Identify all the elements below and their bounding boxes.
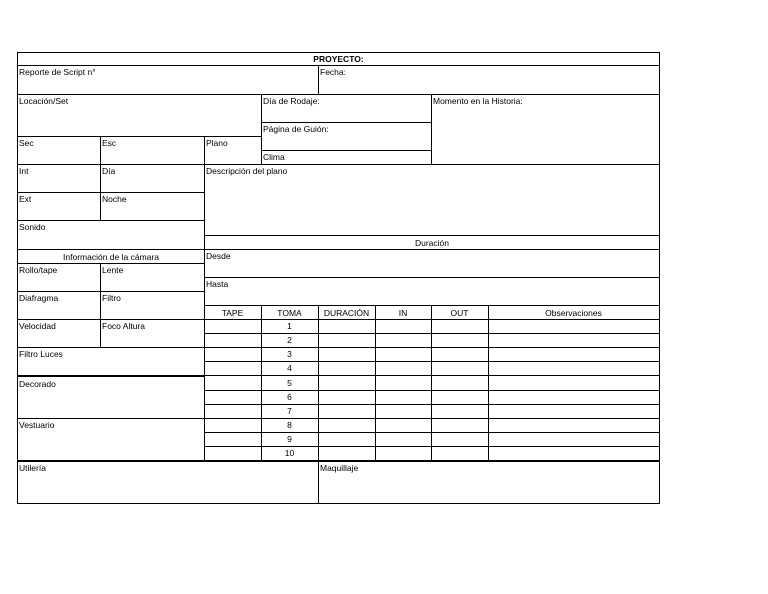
form-border-right xyxy=(659,52,660,504)
decorado-label: Decorado xyxy=(19,379,56,389)
location-label: Locación/Set xyxy=(19,96,69,106)
rule xyxy=(431,305,432,461)
duracion-label: Duración xyxy=(414,238,450,248)
rule xyxy=(204,347,660,348)
toma-number: 6 xyxy=(287,392,292,402)
script-page-label: Página de Guión: xyxy=(263,124,329,134)
rule xyxy=(204,446,660,447)
rule xyxy=(204,319,660,320)
rule xyxy=(17,263,205,264)
rule xyxy=(204,390,660,391)
table-header-in: IN xyxy=(398,308,408,318)
utileria-label: Utilería xyxy=(19,463,46,473)
sec-label: Sec xyxy=(19,138,34,148)
table-header-toma: TOMA xyxy=(277,308,302,318)
rule xyxy=(17,136,262,137)
diafragma-label: Diafragma xyxy=(19,293,59,303)
rule xyxy=(204,277,660,278)
sonido-label: Sonido xyxy=(19,222,46,232)
toma-number: 9 xyxy=(287,434,292,444)
rule xyxy=(204,305,660,306)
rule xyxy=(17,418,205,419)
rule xyxy=(318,305,319,461)
rule xyxy=(17,164,660,165)
noche-label: Noche xyxy=(102,194,127,204)
rule xyxy=(204,136,205,461)
rule xyxy=(100,136,101,221)
rule xyxy=(17,319,205,320)
story-moment-label: Momento en la Historia: xyxy=(433,96,523,106)
rule xyxy=(204,404,660,405)
form-border-left xyxy=(17,52,18,504)
rule xyxy=(204,249,660,250)
rule-thick xyxy=(17,375,205,377)
rule xyxy=(375,305,376,461)
rule xyxy=(204,418,660,419)
form-border-bottom xyxy=(17,503,660,504)
rule xyxy=(431,94,432,164)
rule xyxy=(204,235,660,236)
date-label: Fecha: xyxy=(320,67,346,77)
project-label: PROYECTO: xyxy=(313,54,364,64)
shoot-day-label: Día de Rodaje: xyxy=(263,96,320,106)
rule xyxy=(261,150,432,151)
toma-number: 7 xyxy=(287,406,292,416)
rule xyxy=(488,305,489,461)
desde-label: Desde xyxy=(206,251,231,261)
rule xyxy=(17,65,660,66)
form-border-top xyxy=(17,52,660,53)
script-report-label: Reporte de Script n° xyxy=(19,67,96,77)
rule xyxy=(318,65,319,94)
rule xyxy=(261,94,262,164)
toma-number: 3 xyxy=(287,349,292,359)
dia-label: Día xyxy=(102,166,116,176)
rule xyxy=(17,291,205,292)
table-header-observaciones: Observaciones xyxy=(545,308,602,318)
rule-thick xyxy=(17,460,660,462)
ext-label: Ext xyxy=(19,194,32,204)
toma-number: 1 xyxy=(287,321,292,331)
rule xyxy=(204,361,660,362)
rollo-label: Rollo/tape xyxy=(19,265,58,275)
rule xyxy=(17,249,205,250)
table-header-tape: TAPE xyxy=(221,308,244,318)
toma-number: 4 xyxy=(287,363,292,373)
rule xyxy=(17,347,205,348)
lente-label: Lente xyxy=(102,265,124,275)
table-header-duracion: DURACIÓN xyxy=(323,308,370,318)
hasta-label: Hasta xyxy=(206,279,229,289)
table-header-out: OUT xyxy=(450,308,469,318)
rule xyxy=(204,375,660,376)
clima-label: Clima xyxy=(263,152,285,162)
foco-altura-label: Foco Altura xyxy=(102,321,145,331)
toma-number: 10 xyxy=(284,448,295,458)
toma-number: 8 xyxy=(287,420,292,430)
filtro-luces-label: Filtro Luces xyxy=(19,349,63,359)
rule xyxy=(261,122,432,123)
rule xyxy=(204,432,660,433)
rule xyxy=(100,263,101,348)
rule xyxy=(17,192,205,193)
maquillaje-label: Maquillaje xyxy=(320,463,359,473)
rule xyxy=(318,461,319,504)
rule xyxy=(17,220,205,221)
toma-number: 5 xyxy=(287,378,292,388)
esc-label: Esc xyxy=(102,138,117,148)
plano-label: Plano xyxy=(206,138,228,148)
vestuario-label: Vestuario xyxy=(19,420,55,430)
velocidad-label: Velocidad xyxy=(19,321,56,331)
toma-number: 2 xyxy=(287,335,292,345)
shot-description-label: Descripción del plano xyxy=(206,166,288,176)
camera-info-label: Información de la cámara xyxy=(63,252,159,262)
filtro-label: Filtro xyxy=(102,293,121,303)
int-label: Int xyxy=(19,166,29,176)
rule xyxy=(204,333,660,334)
rule xyxy=(17,94,660,95)
